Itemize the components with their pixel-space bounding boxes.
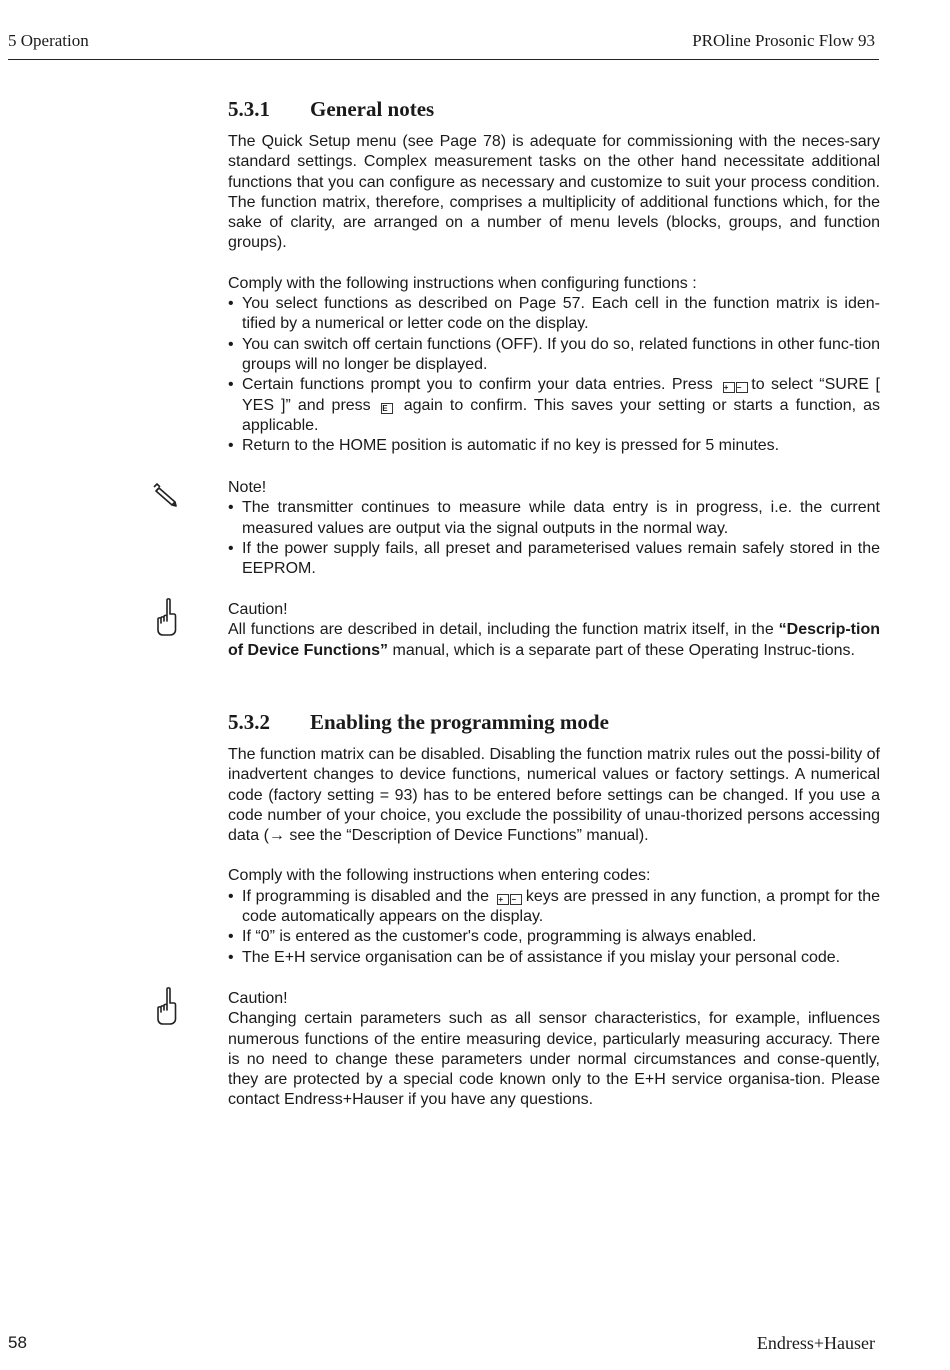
general-notes-body xyxy=(228,132,880,456)
list-item: • The transmitter continues to measure while data entry is in progress, i.e. the current measured values are output via the signal outputs in the normal way. xyxy=(228,498,880,539)
plus-minus-keys-icon xyxy=(497,887,523,907)
section-heading-general-notes xyxy=(228,97,434,121)
general-notes-paragraph: The Quick Setup menu (see Page 78) is adequate for commissioning with the neces-sary standard settings. Complex measurement tasks on the other hand necessitate additional functions that you can configure as necessary and customize to suit your process condition. The function matrix, therefore, comprises a multiplicity of additional functions which, for the sake of clarity, are arranged on a number of menu levels (blocks, groups, and function groups). xyxy=(228,133,880,252)
list-item xyxy=(228,375,880,436)
header-divider xyxy=(8,59,879,60)
caution-block-functions xyxy=(228,600,880,661)
footer-brand: Endress+Hauser xyxy=(756,1333,875,1353)
page-number: 58 xyxy=(8,1333,27,1352)
enter-key-glyph: E xyxy=(381,403,393,414)
enter-key-icon xyxy=(381,396,394,416)
list-item: • You can switch off certain functions (OFF). If you do so, related functions in other func-tion groups will no longer be displayed. xyxy=(228,335,880,376)
caution-block-parameters xyxy=(228,989,880,1111)
caution-text-part: manual, which is a separate part of these Operating Instruc-tions. xyxy=(392,641,855,659)
configuring-instructions-list xyxy=(228,294,880,456)
header-product: PROline Prosonic Flow 93 xyxy=(692,31,875,50)
programming-mode-paragraph: The function matrix can be disabled. Disabling the function matrix rules out the possi-bility of inadvertent changes to device functions, numerical values or factory settings. A numerical code (factory setting = 93) has to be entered before settings can be changed. If you use a code number of your choice, you exclude the possibility of unau-thorized persons accessing data (→ see the “Description of Device Functions” manual). xyxy=(228,746,880,845)
bullet-text: If programming is disabled and the xyxy=(242,887,490,905)
codes-instructions-list xyxy=(228,887,880,968)
bullet-text: to select “SURE [ YES ]” and press xyxy=(242,376,880,414)
configuring-intro: Comply with the following instructions when configuring functions : xyxy=(228,274,697,292)
list-item: • The E+H service organisation can be of assistance if you mislay your personal code. xyxy=(228,948,880,968)
note-block xyxy=(228,478,880,579)
programming-mode-body xyxy=(228,745,880,968)
codes-intro: Comply with the following instructions when entering codes: xyxy=(228,867,651,885)
list-item: • You select functions as described on Page 57. Each cell in the function matrix is iden-tified by a numerical or letter code on the display. xyxy=(228,294,880,335)
list-item: • If “0” is entered as the customer's code, programming is always enabled. xyxy=(228,927,880,947)
note-label: Note! xyxy=(228,479,267,496)
caution-hand-icon xyxy=(150,986,186,1026)
caution-label: Caution! xyxy=(228,990,288,1007)
bullet-text: Certain functions prompt you to confirm your data entries. Press xyxy=(242,376,713,394)
caution-text xyxy=(228,620,880,661)
bullet-text: keys are pressed in any function, a prompt for the code automatically appears on the display. xyxy=(242,887,880,926)
section-number: 5.3.2 xyxy=(228,710,270,734)
caution-label: Caution! xyxy=(228,601,288,618)
note-list xyxy=(228,498,880,579)
plus-key-icon: + xyxy=(497,894,509,905)
section-heading-programming-mode xyxy=(228,710,609,734)
manual-title-reference: “Descrip-tion of Device Functions” xyxy=(228,621,880,659)
list-item: • Return to the HOME position is automatic if no key is pressed for 5 minutes. xyxy=(228,436,880,456)
section-title: Enabling the programming mode xyxy=(310,710,609,734)
caution-hand-icon xyxy=(150,597,186,637)
minus-key-icon: − xyxy=(510,894,522,905)
list-item xyxy=(228,887,880,928)
plus-minus-keys-icon xyxy=(722,375,748,395)
caution-text-part: All functions are described in detail, including the function matrix itself, in the xyxy=(228,621,774,639)
pencil-note-icon xyxy=(150,481,186,521)
caution-text: Changing certain parameters such as all sensor characteristics, for example, influences numerous functions of the entire measuring device, particularly measuring accuracy. There is no need to change these parameters under normal circumstances and conse-quently, they are protected by a special code known only to the E+H service organisa-tion. Please contact Endress+Hauser if you have any questions. xyxy=(228,1010,880,1109)
section-number: 5.3.1 xyxy=(228,97,270,121)
list-item: • If the power supply fails, all preset and parameterised values remain safely stored in the EEPROM. xyxy=(228,539,880,580)
header-chapter: 5 Operation xyxy=(8,31,89,50)
section-title: General notes xyxy=(310,97,435,121)
minus-key-icon: − xyxy=(736,382,748,393)
bullet-text: again to confirm. This saves your setting or starts a function, as applicable. xyxy=(242,396,881,434)
plus-key-icon: + xyxy=(723,382,735,393)
